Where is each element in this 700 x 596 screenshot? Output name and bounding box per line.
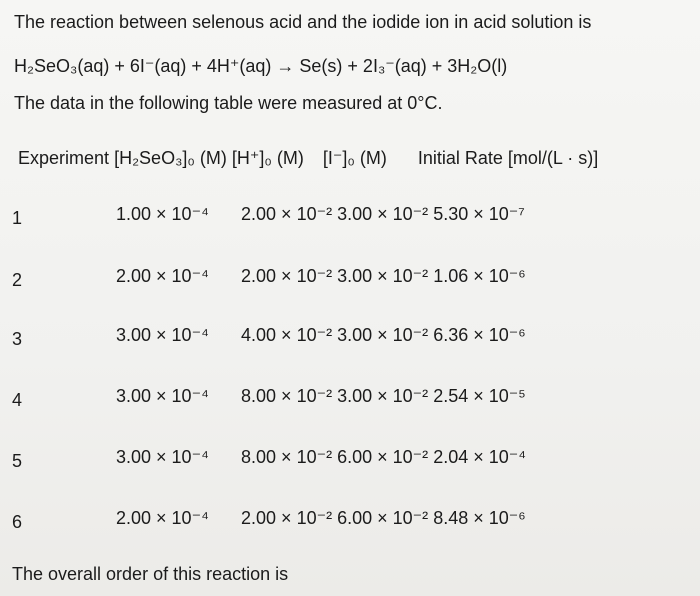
rate-value: 1.06 × 10⁻⁶ — [433, 266, 526, 286]
iodide-value: 6.00 × 10⁻² — [337, 447, 429, 467]
experiment-number: 6 — [12, 512, 23, 532]
h2seo3-value: 1.00 × 10⁻⁴ — [116, 204, 209, 224]
iodide-value: 3.00 × 10⁻² — [337, 325, 429, 345]
rate-value: 8.48 × 10⁻⁶ — [433, 508, 526, 528]
rate-value: 2.54 × 10⁻⁵ — [433, 386, 526, 406]
h-value: 8.00 × 10⁻² — [241, 386, 333, 406]
iodide-value: 3.00 × 10⁻² — [337, 386, 429, 406]
measurement-note: The data in the following table were measured at 0°C. — [14, 93, 443, 113]
rate-value: 5.30 × 10⁻⁷ — [433, 204, 525, 224]
h-value: 2.00 × 10⁻² — [241, 204, 333, 224]
h-value: 4.00 × 10⁻² — [241, 325, 333, 345]
experiment-number: 2 — [12, 270, 23, 290]
intro-text: The reaction between selenous acid and the iodide ion in acid solution is — [14, 12, 592, 32]
experiment-number: 3 — [12, 329, 23, 349]
rate-value: 6.36 × 10⁻⁶ — [433, 325, 526, 345]
table-row — [0, 447, 700, 477]
table-row — [0, 386, 700, 416]
h2seo3-value: 2.00 × 10⁻⁴ — [116, 508, 209, 528]
header-h: [H⁺]₀ (M) — [231, 148, 304, 168]
table-header — [18, 148, 598, 169]
header-iodide: [I⁻]₀ (M) — [322, 148, 387, 168]
experiment-number: 1 — [12, 208, 23, 228]
h2seo3-value: 2.00 × 10⁻⁴ — [116, 266, 209, 286]
iodide-value: 3.00 × 10⁻² — [337, 266, 429, 286]
experiment-number: 4 — [12, 390, 23, 410]
h-value: 2.00 × 10⁻² — [241, 266, 333, 286]
table-row — [0, 325, 700, 355]
header-rate: Initial Rate [mol/(L · s)] — [417, 148, 599, 168]
iodide-value: 6.00 × 10⁻² — [337, 508, 429, 528]
table-row — [0, 508, 700, 538]
question-prompt: The overall order of this reaction is — [12, 564, 289, 584]
table-row — [0, 266, 700, 296]
h2seo3-value: 3.00 × 10⁻⁴ — [116, 447, 209, 467]
iodide-value: 3.00 × 10⁻² — [337, 204, 429, 224]
experiment-number: 5 — [12, 451, 23, 471]
header-experiment: Experiment — [18, 148, 110, 168]
table-row — [0, 204, 700, 234]
rate-value: 2.04 × 10⁻⁴ — [433, 447, 527, 467]
header-h2seo3: [H₂SeO₃]₀ (M) — [114, 148, 227, 168]
h2seo3-value: 3.00 × 10⁻⁴ — [116, 325, 209, 345]
h-value: 8.00 × 10⁻² — [241, 447, 333, 467]
h-value: 2.00 × 10⁻² — [241, 508, 333, 528]
h2seo3-value: 3.00 × 10⁻⁴ — [116, 386, 209, 406]
reaction-equation: H₂SeO₃(aq) + 6I⁻(aq) + 4H⁺(aq) → Se(s) + 2I₃⁻(aq) + 3H₂O(l) — [14, 56, 508, 76]
